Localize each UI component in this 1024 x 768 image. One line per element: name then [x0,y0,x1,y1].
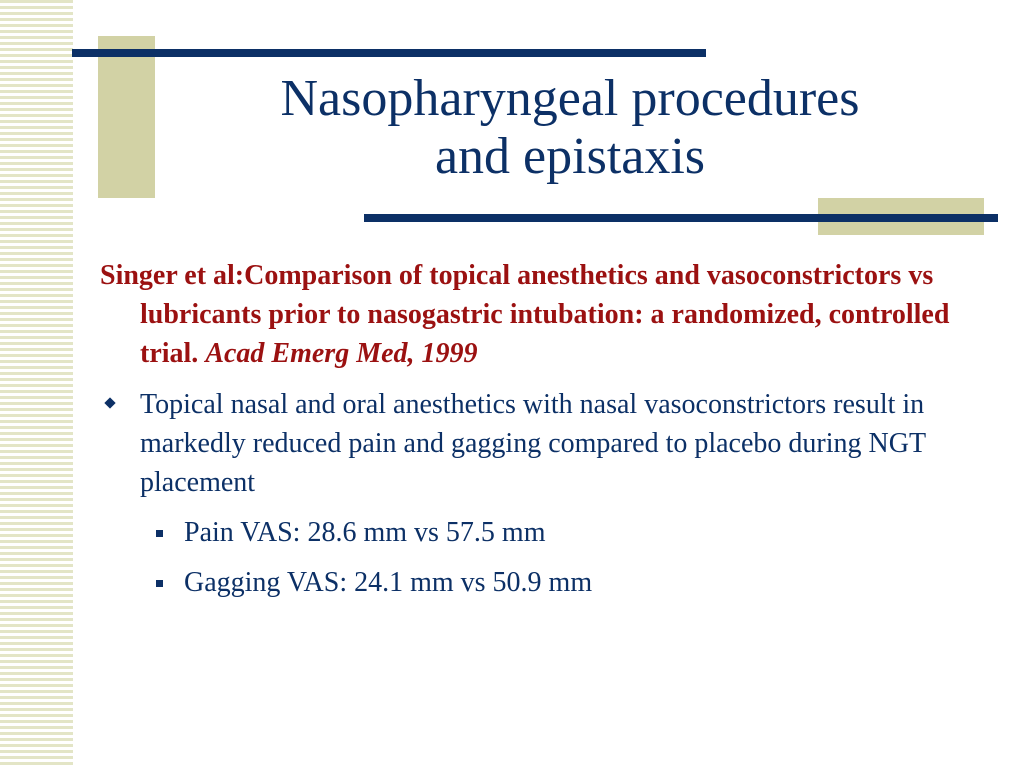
title-rule-bottom [364,214,998,222]
left-stripe-decoration [0,0,73,768]
sub-bullet-item-gagging [100,563,950,602]
square-bullet-icon [156,580,163,587]
square-bullet-icon [156,530,163,537]
title-line-2: and epistaxis [434,128,706,185]
sub-bullet-item-pain [100,513,950,552]
citation-journal: Acad Emerg Med, 1999 [205,338,478,369]
title-rule-top [72,49,706,57]
slide-content [100,256,950,602]
sub-bullet-text: Pain VAS: 28.6 mm vs 57.5 mm [184,517,546,548]
slide-title [160,70,980,186]
bullet-item [100,385,950,502]
bullet-text: Topical nasal and oral anesthetics with nasal vasoconstrictors result in markedly reduced pain and gagging compared to placebo during NGT placement [140,389,926,498]
sub-bullet-text: Gagging VAS: 24.1 mm vs 50.9 mm [184,567,593,598]
title-accent-block [98,36,155,198]
diamond-bullet-icon [104,397,115,408]
citation-text: Singer et al:Comparison of topical anesthetics and vasoconstrictors vs lubricants prior to nasogastric intubation: a randomized, controlled trial. [100,260,950,369]
title-line-1: Nasopharyngeal procedures [280,70,860,127]
citation [100,256,950,373]
